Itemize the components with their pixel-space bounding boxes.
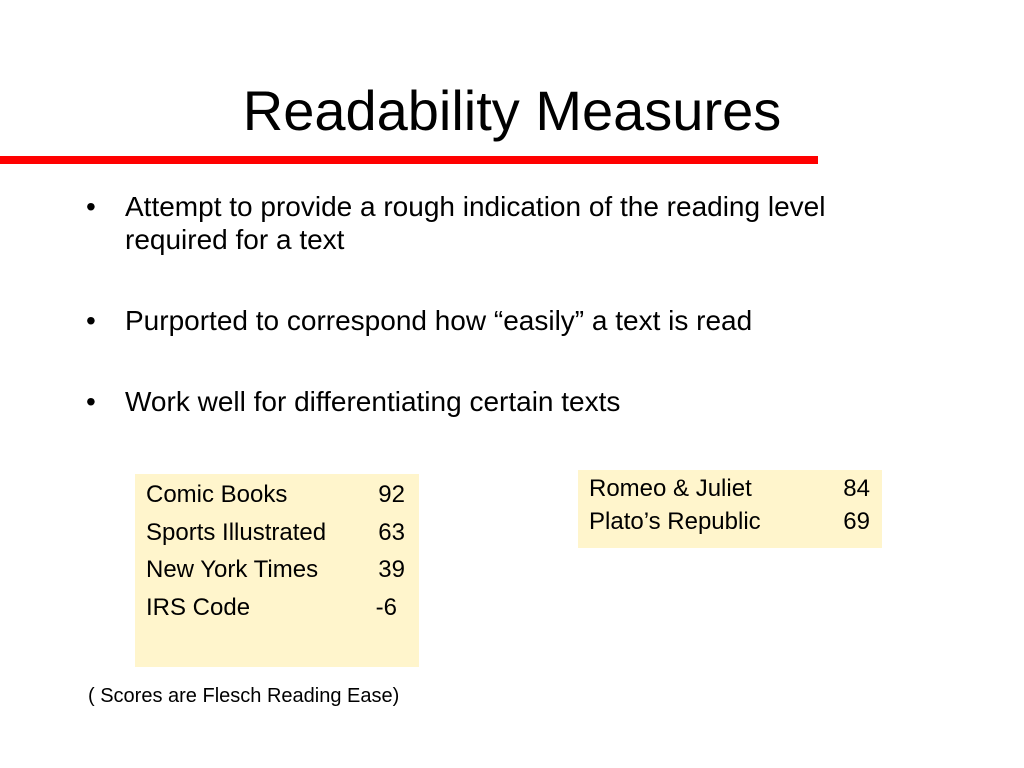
bullet-item: [86, 385, 926, 418]
score-value: -6: [375, 593, 397, 621]
score-value: 84: [843, 475, 870, 502]
score-value: 63: [378, 518, 405, 546]
score-label: New York Times: [146, 556, 319, 583]
bullet-icon: •: [86, 386, 96, 417]
score-row: [578, 470, 882, 503]
score-value: 69: [843, 508, 870, 535]
score-row: [135, 587, 419, 625]
score-label: IRS Code: [146, 593, 251, 621]
bullet-list: [86, 190, 926, 466]
score-row: [135, 549, 419, 587]
classic-texts-scores-box: [578, 470, 882, 548]
score-value: 39: [378, 556, 405, 583]
bullet-item: [86, 190, 926, 256]
score-label: Plato’s Republic: [589, 508, 761, 535]
score-value: 92: [378, 481, 405, 508]
score-label: Romeo & Juliet: [589, 475, 752, 502]
bullet-icon: •: [86, 305, 96, 336]
title-underline: [0, 156, 818, 164]
score-row: [135, 512, 419, 550]
bullet-item: [86, 304, 926, 337]
score-label: Sports Illustrated: [146, 518, 327, 546]
footnote: ( Scores are Flesch Reading Ease): [88, 685, 400, 707]
score-row: [578, 503, 882, 536]
bullet-text: Work well for differentiating certain texts: [125, 386, 621, 417]
score-label: Comic Books: [146, 481, 288, 508]
slide-title: Readability Measures: [242, 79, 782, 142]
bullet-text: Purported to correspond how “easily” a text is read: [125, 305, 753, 336]
bullet-icon: •: [86, 191, 96, 222]
popular-texts-scores-box: [135, 474, 419, 667]
bullet-text: Attempt to provide a rough indication of the reading level required for a text: [125, 191, 826, 255]
score-row: [135, 474, 419, 512]
